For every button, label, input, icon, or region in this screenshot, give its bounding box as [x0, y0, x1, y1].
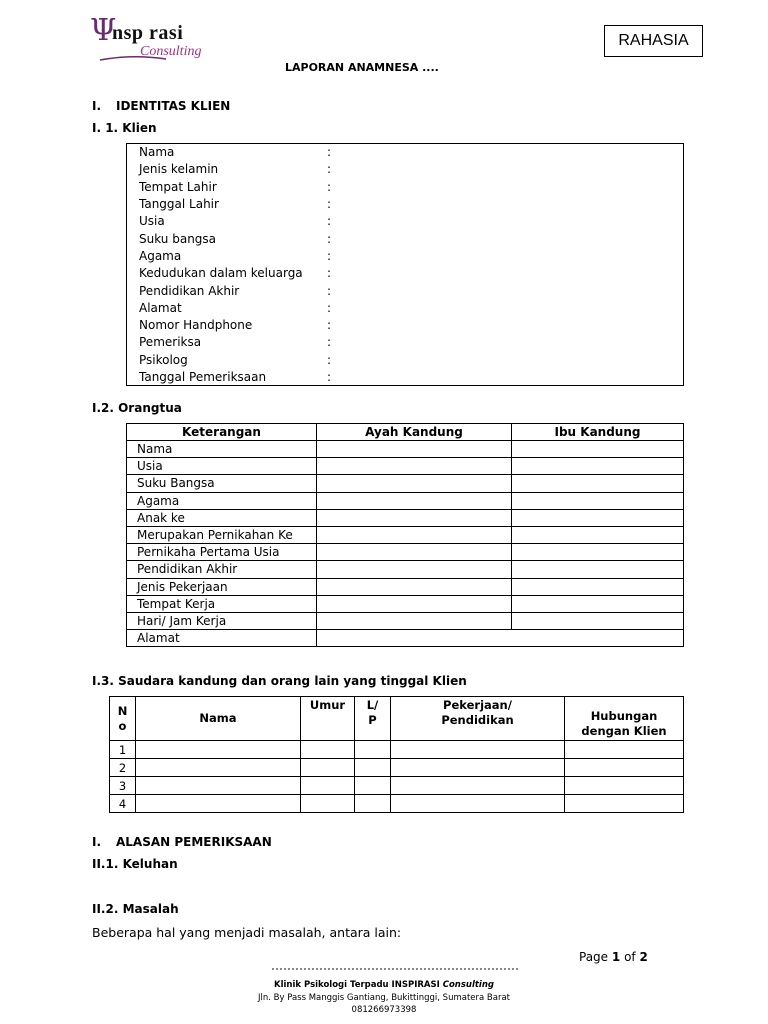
sibling-cell	[565, 741, 684, 759]
parent-row	[127, 526, 684, 543]
sibling-row-number: 3	[110, 777, 136, 795]
header-ayah-kandung: Ayah Kandung	[317, 424, 512, 441]
client-field-colon: :	[327, 162, 332, 177]
sibling-cell	[565, 777, 684, 795]
client-field-colon: :	[327, 145, 332, 160]
client-row	[127, 161, 684, 178]
header-keterangan: Keterangan	[127, 424, 317, 441]
sibling-cell	[301, 741, 355, 759]
parent-field-label: Pendidikan Akhir	[127, 561, 317, 578]
client-field-colon: :	[327, 283, 332, 298]
parent-value-cell	[317, 509, 512, 526]
sibling-cell	[136, 777, 301, 795]
parent-field-label: Jenis Pekerjaan	[127, 578, 317, 595]
sibling-row	[110, 795, 684, 813]
sibling-cell	[565, 759, 684, 777]
parent-row	[127, 630, 684, 647]
client-field-colon: :	[327, 197, 332, 212]
sibling-row-number: 2	[110, 759, 136, 777]
client-field-colon: :	[327, 318, 332, 333]
parent-value-cell	[317, 475, 512, 492]
parent-value-cell	[317, 458, 512, 475]
parent-field-label: Pernikaha Pertama Usia	[127, 544, 317, 561]
parent-field-label: Suku Bangsa	[127, 475, 317, 492]
logo-wordmark: nsp rasi	[112, 22, 184, 44]
client-row	[127, 334, 684, 351]
sibling-row-number: 4	[110, 795, 136, 813]
parent-value-cell	[512, 509, 684, 526]
parent-field-label: Usia	[127, 458, 317, 475]
client-field-colon: :	[327, 179, 332, 194]
parent-value-cell	[512, 492, 684, 509]
parent-value-cell	[512, 475, 684, 492]
parent-value-cell	[317, 492, 512, 509]
client-row	[127, 144, 684, 161]
parent-row	[127, 492, 684, 509]
section-1-2-heading: I.2. Orangtua	[92, 401, 182, 415]
header-pekerjaan: Pekerjaan/ Pendidikan	[391, 697, 565, 741]
sibling-row	[110, 741, 684, 759]
sibling-cell	[391, 759, 565, 777]
section-1-1-heading: I. 1. Klien	[92, 121, 157, 135]
client-field-colon: :	[327, 248, 332, 263]
parent-row	[127, 561, 684, 578]
parent-row	[127, 595, 684, 612]
client-field-label: Tanggal Lahir	[139, 197, 219, 212]
parent-value-cell	[512, 578, 684, 595]
section-2-2-heading: II.2. Masalah	[92, 902, 179, 916]
sibling-cell	[355, 795, 391, 813]
client-row	[127, 351, 684, 368]
client-field-colon: :	[327, 231, 332, 246]
client-row	[127, 265, 684, 282]
client-field-colon: :	[327, 266, 332, 281]
client-row	[127, 230, 684, 247]
section-1-heading: I. IDENTITAS KLIEN	[92, 99, 231, 113]
parent-value-cell	[317, 561, 512, 578]
document-title: LAPORAN ANAMNESA ....	[285, 61, 439, 74]
parent-field-label: Nama	[127, 441, 317, 458]
client-row	[127, 178, 684, 195]
parent-value-cell	[512, 458, 684, 475]
parent-value-cell	[317, 595, 512, 612]
header-nama: Nama	[136, 697, 301, 741]
parent-value-cell	[317, 612, 512, 629]
client-field-colon: :	[327, 300, 332, 315]
footer-phone: 081266973398	[351, 1005, 417, 1015]
client-field-label: Kedudukan dalam keluarga	[139, 266, 303, 281]
parent-field-label: Agama	[127, 492, 317, 509]
client-field-label: Agama	[139, 248, 182, 263]
sibling-cell	[391, 795, 565, 813]
sibling-cell	[301, 795, 355, 813]
sibling-cell	[301, 759, 355, 777]
footer-address: Jln. By Pass Manggis Gantiang, Bukittinggi, Sumatera Barat	[257, 993, 510, 1003]
section-1-3-heading: I.3. Saudara kandung dan orang lain yang tinggal Klien	[92, 674, 467, 688]
client-row	[127, 195, 684, 212]
client-field-label: Nomor Handphone	[139, 318, 253, 333]
client-row	[127, 282, 684, 299]
parent-row	[127, 441, 684, 458]
parent-field-label: Alamat	[127, 630, 317, 647]
header-hubungan: Hubungan dengan Klien	[565, 697, 684, 741]
parent-field-label: Tempat Kerja	[127, 595, 317, 612]
sibling-row-number: 1	[110, 741, 136, 759]
parent-field-label: Anak ke	[127, 509, 317, 526]
client-field-label: Alamat	[139, 300, 182, 315]
parent-field-label: Merupakan Pernikahan Ke	[127, 526, 317, 543]
parent-value-cell	[512, 595, 684, 612]
client-field-colon: :	[327, 352, 332, 367]
parent-value-cell	[317, 526, 512, 543]
page-number: Page 1 of 2	[579, 950, 648, 964]
parent-value-cell	[317, 544, 512, 561]
parent-value-cell	[512, 441, 684, 458]
siblings-table	[109, 696, 684, 813]
client-field-label: Suku bangsa	[139, 231, 217, 246]
sibling-cell	[565, 795, 684, 813]
client-row	[127, 247, 684, 264]
client-field-label: Nama	[139, 145, 175, 160]
section-2-heading: I. ALASAN PEMERIKSAAN	[92, 835, 272, 849]
section-2-1-heading: II.1. Keluhan	[92, 857, 178, 871]
sibling-cell	[391, 777, 565, 795]
parent-row	[127, 578, 684, 595]
sibling-cell	[355, 741, 391, 759]
parent-value-cell	[512, 526, 684, 543]
client-field-label: Usia	[139, 214, 165, 229]
client-field-label: Tanggal Pemeriksaan	[139, 369, 267, 384]
footer-clinic-name: Klinik Psikologi Terpadu INSPIRASI Consulting	[274, 980, 494, 990]
client-identity-table	[126, 143, 684, 386]
header-ibu-kandung: Ibu Kandung	[512, 424, 684, 441]
parent-value-cell	[512, 612, 684, 629]
client-field-label: Pemeriksa	[139, 335, 202, 350]
parents-table	[126, 423, 684, 647]
parent-value-cell	[317, 441, 512, 458]
parent-row	[127, 612, 684, 629]
parent-row	[127, 458, 684, 475]
parent-row	[127, 475, 684, 492]
company-logo	[90, 13, 210, 64]
parent-row	[127, 544, 684, 561]
sibling-row	[110, 777, 684, 795]
client-field-label: Psikolog	[139, 352, 188, 367]
header-no: N o	[110, 697, 136, 741]
sibling-row	[110, 759, 684, 777]
header-umur: Umur	[301, 697, 355, 741]
client-field-label: Tempat Lahir	[139, 179, 217, 194]
footer-divider	[272, 968, 518, 972]
parent-value-cell	[317, 630, 684, 647]
parent-value-cell	[317, 578, 512, 595]
client-row	[127, 213, 684, 230]
sibling-cell	[136, 795, 301, 813]
client-row	[127, 368, 684, 385]
sibling-cell	[355, 759, 391, 777]
logo-swoosh-icon	[98, 54, 168, 62]
sibling-cell	[136, 741, 301, 759]
client-field-colon: :	[327, 214, 332, 229]
sibling-cell	[301, 777, 355, 795]
confidential-stamp: RAHASIA	[604, 25, 703, 57]
sibling-cell	[136, 759, 301, 777]
parent-value-cell	[512, 561, 684, 578]
logo-consulting: Consulting	[140, 44, 202, 59]
client-field-label: Pendidikan Akhir	[139, 283, 240, 298]
client-row	[127, 316, 684, 333]
client-field-label: Jenis kelamin	[139, 162, 219, 177]
client-field-colon: :	[327, 335, 332, 350]
masalah-text: Beberapa hal yang menjadi masalah, antara lain:	[92, 925, 402, 940]
client-field-colon: :	[327, 369, 332, 384]
client-row	[127, 299, 684, 316]
parent-field-label: Hari/ Jam Kerja	[127, 612, 317, 629]
sibling-cell	[355, 777, 391, 795]
sibling-cell	[391, 741, 565, 759]
parent-row	[127, 509, 684, 526]
logo-psi-symbol: Ψ	[90, 13, 117, 48]
parent-value-cell	[512, 544, 684, 561]
header-lp: L/ P	[355, 697, 391, 741]
